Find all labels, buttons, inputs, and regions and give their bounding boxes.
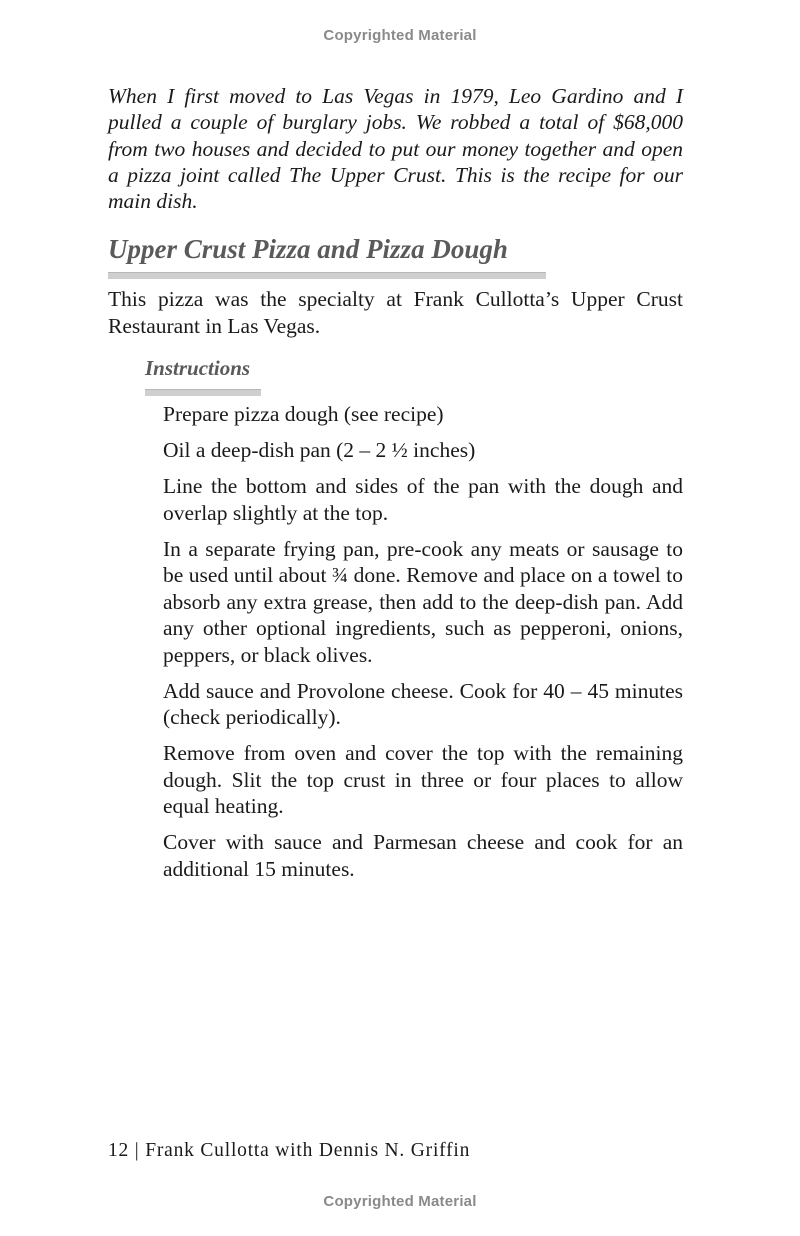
instruction-step: Remove from oven and cover the top with the remaining dough. Slit the top crust in three or four places to allow equal heating. bbox=[163, 741, 683, 818]
copyright-watermark-bottom: Copyrighted Material bbox=[323, 1193, 477, 1210]
instructions-underline-rule bbox=[145, 389, 261, 396]
title-underline-rule bbox=[108, 272, 546, 279]
instruction-step: Oil a deep-dish pan (2 – 2 ½ inches) bbox=[163, 438, 476, 462]
instruction-step: Cover with sauce and Parmesan cheese and cook for an additional 15 minutes. bbox=[163, 830, 683, 881]
footer-author-line: Frank Cullotta with Dennis N. Griffin bbox=[145, 1140, 471, 1161]
recipe-description: This pizza was the specialty at Frank Cullotta’s Upper Crust Restaurant in Las Vegas. bbox=[108, 287, 683, 338]
page-footer bbox=[108, 1140, 470, 1162]
page-number: 12 bbox=[108, 1140, 130, 1161]
footer-separator: | bbox=[134, 1140, 140, 1161]
instruction-steps-list bbox=[163, 401, 683, 892]
instruction-step: Line the bottom and sides of the pan with the dough and overlap slightly at the top. bbox=[163, 474, 683, 525]
recipe-title: Upper Crust Pizza and Pizza Dough bbox=[108, 234, 508, 264]
instructions-heading: Instructions bbox=[145, 356, 251, 380]
copyright-watermark-top: Copyrighted Material bbox=[323, 27, 477, 44]
instruction-step: In a separate frying pan, pre-cook any meats or sausage to be used until about ¾ done. Remove and place on a towel to absorb any extra grease, then add to the deep-dish pan. Add any other optional ingredients, such as pepperoni, onions, peppers, or black olives. bbox=[163, 536, 683, 667]
instruction-step: Add sauce and Provolone cheese. Cook for 40 – 45 minutes (check periodically). bbox=[163, 678, 683, 729]
instruction-step: Prepare pizza dough (see recipe) bbox=[163, 402, 444, 426]
intro-paragraph: When I first moved to Las Vegas in 1979, Leo Gardino and I pulled a couple of burglary jobs. We robbed a total of $68,000 from two houses and decided to put our money together and open a pizza joint called The Upper Crust. This is the recipe for our main dish. bbox=[108, 84, 683, 214]
